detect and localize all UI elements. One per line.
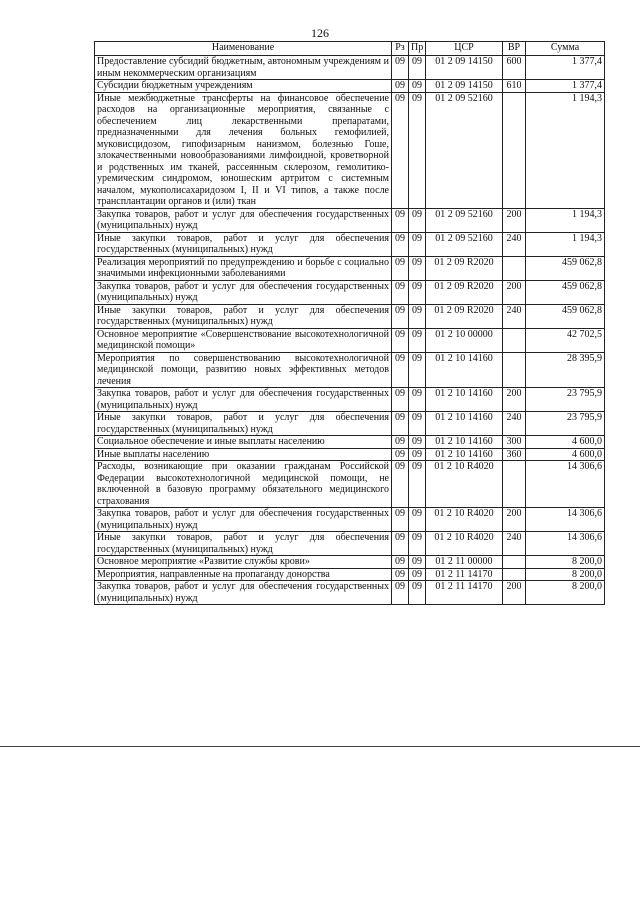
row-vr: 200: [503, 388, 526, 412]
table-row: [95, 304, 605, 328]
row-vr: [503, 256, 526, 280]
row-vr: 300: [503, 436, 526, 449]
row-pr: 09: [409, 304, 426, 328]
row-csr: 01 2 10 R4020: [426, 508, 503, 532]
budget-table: [94, 41, 605, 605]
header-sum: Сумма: [526, 42, 605, 56]
row-pr: 09: [409, 92, 426, 208]
table-row: [95, 532, 605, 556]
row-name: Иные закупки товаров, работ и услуг для обеспечения государственных (муниципальных) нужд: [95, 412, 392, 436]
page-divider: [0, 746, 640, 747]
row-rz: 09: [392, 556, 409, 569]
row-pr: 09: [409, 568, 426, 581]
row-name: Основное мероприятие «Развитие службы крови»: [95, 556, 392, 569]
row-sum: 1 377,4: [526, 56, 605, 80]
row-rz: 09: [392, 328, 409, 352]
table-row: [95, 448, 605, 461]
row-sum: 14 306,6: [526, 532, 605, 556]
table-row: [95, 256, 605, 280]
table-row: [95, 80, 605, 93]
table-row: [95, 232, 605, 256]
row-pr: 09: [409, 581, 426, 605]
row-rz: 09: [392, 208, 409, 232]
row-name: Иные межбюджетные трансферты на финансовое обеспечение расходов на организационные мероприятия, связанные с обеспечением лиц лекарственными препаратами, предназначенными для лечения больных гемофилией, муковисцидозом, гипофизарным нанизмом, болезнью Гоше, злокачественными новообразованиями лимфоидной, кроветворной и родственных им тканей, рассеянным склерозом, гемолитико-уремическим синдромом, юношеским артритом с системным началом, мукополисахаридозом I, II и VI типов, а также после трансплантации органов и (или) ткан: [95, 92, 392, 208]
row-csr: 01 2 10 14160: [426, 352, 503, 388]
row-csr: 01 2 09 R2020: [426, 304, 503, 328]
row-rz: 09: [392, 448, 409, 461]
row-csr: 01 2 11 00000: [426, 556, 503, 569]
row-rz: 09: [392, 461, 409, 508]
row-pr: 09: [409, 461, 426, 508]
row-csr: 01 2 10 14160: [426, 448, 503, 461]
row-name: Реализация мероприятий по предупреждению и борьбе с социально значимыми инфекционными заболеваниями: [95, 256, 392, 280]
row-pr: 09: [409, 412, 426, 436]
row-pr: 09: [409, 532, 426, 556]
table-row: [95, 352, 605, 388]
row-pr: 09: [409, 388, 426, 412]
header-rz: Рз: [392, 42, 409, 56]
row-csr: 01 2 10 00000: [426, 328, 503, 352]
row-pr: 09: [409, 556, 426, 569]
row-csr: 01 2 10 R4020: [426, 461, 503, 508]
row-vr: 240: [503, 532, 526, 556]
row-sum: 23 795,9: [526, 388, 605, 412]
row-rz: 09: [392, 280, 409, 304]
row-csr: 01 2 11 14170: [426, 568, 503, 581]
row-name: Иные выплаты населению: [95, 448, 392, 461]
row-pr: 09: [409, 208, 426, 232]
row-vr: 200: [503, 208, 526, 232]
row-rz: 09: [392, 352, 409, 388]
row-sum: 23 795,9: [526, 412, 605, 436]
row-sum: 8 200,0: [526, 568, 605, 581]
row-pr: 09: [409, 436, 426, 449]
row-vr: [503, 556, 526, 569]
row-csr: 01 2 10 14160: [426, 412, 503, 436]
table-row: [95, 412, 605, 436]
table-row: [95, 56, 605, 80]
row-name: Расходы, возникающие при оказании гражданам Российской Федерации высокотехнологичной медицинской помощи, не включенной в базовую программу обязательного медицинского страхования: [95, 461, 392, 508]
row-sum: 28 395,9: [526, 352, 605, 388]
row-rz: 09: [392, 232, 409, 256]
row-name: Закупка товаров, работ и услуг для обеспечения государственных (муниципальных) нужд: [95, 581, 392, 605]
row-rz: 09: [392, 532, 409, 556]
row-sum: 8 200,0: [526, 581, 605, 605]
row-name: Мероприятия по совершенствованию высокотехнологичной медицинской помощи, развитию новых эффективных методов лечения: [95, 352, 392, 388]
row-rz: 09: [392, 581, 409, 605]
row-pr: 09: [409, 256, 426, 280]
row-sum: 1 377,4: [526, 80, 605, 93]
header-csr: ЦСР: [426, 42, 503, 56]
row-vr: [503, 92, 526, 208]
row-pr: 09: [409, 508, 426, 532]
header-vr: ВР: [503, 42, 526, 56]
row-name: Закупка товаров, работ и услуг для обеспечения государственных (муниципальных) нужд: [95, 280, 392, 304]
header-name: Наименование: [95, 42, 392, 56]
row-vr: 610: [503, 80, 526, 93]
row-sum: 459 062,8: [526, 256, 605, 280]
row-vr: [503, 461, 526, 508]
row-sum: 1 194,3: [526, 232, 605, 256]
row-vr: 240: [503, 232, 526, 256]
row-sum: 459 062,8: [526, 304, 605, 328]
row-vr: 600: [503, 56, 526, 80]
row-vr: [503, 328, 526, 352]
table-row: [95, 208, 605, 232]
row-name: Иные закупки товаров, работ и услуг для обеспечения государственных (муниципальных) нужд: [95, 304, 392, 328]
row-name: Социальное обеспечение и иные выплаты населению: [95, 436, 392, 449]
row-csr: 01 2 10 14160: [426, 388, 503, 412]
row-rz: 09: [392, 256, 409, 280]
row-rz: 09: [392, 412, 409, 436]
table-row: [95, 388, 605, 412]
header-pr: Пр: [409, 42, 426, 56]
row-rz: 09: [392, 436, 409, 449]
row-name: Мероприятия, направленные на пропаганду донорства: [95, 568, 392, 581]
row-sum: 14 306,6: [526, 461, 605, 508]
row-vr: [503, 568, 526, 581]
row-sum: 459 062,8: [526, 280, 605, 304]
row-csr: 01 2 09 R2020: [426, 256, 503, 280]
row-pr: 09: [409, 56, 426, 80]
row-sum: 42 702,5: [526, 328, 605, 352]
row-name: Иные закупки товаров, работ и услуг для обеспечения государственных (муниципальных) нужд: [95, 532, 392, 556]
table-row: [95, 92, 605, 208]
row-pr: 09: [409, 280, 426, 304]
row-name: Закупка товаров, работ и услуг для обеспечения государственных (муниципальных) нужд: [95, 388, 392, 412]
row-sum: 1 194,3: [526, 92, 605, 208]
table-row: [95, 461, 605, 508]
row-sum: 8 200,0: [526, 556, 605, 569]
row-name: Закупка товаров, работ и услуг для обеспечения государственных (муниципальных) нужд: [95, 208, 392, 232]
table-row: [95, 581, 605, 605]
row-vr: 200: [503, 508, 526, 532]
row-rz: 09: [392, 508, 409, 532]
row-pr: 09: [409, 232, 426, 256]
row-rz: 09: [392, 92, 409, 208]
row-sum: 4 600,0: [526, 448, 605, 461]
row-name: Основное мероприятие «Совершенствование высокотехнологичной медицинской помощи»: [95, 328, 392, 352]
table-row: [95, 436, 605, 449]
table-row: [95, 508, 605, 532]
row-vr: 240: [503, 304, 526, 328]
row-rz: 09: [392, 388, 409, 412]
table-row: [95, 280, 605, 304]
row-sum: 14 306,6: [526, 508, 605, 532]
table-row: [95, 568, 605, 581]
table-header-row: [95, 42, 605, 56]
row-pr: 09: [409, 448, 426, 461]
row-vr: [503, 352, 526, 388]
row-name: Субсидии бюджетным учреждениям: [95, 80, 392, 93]
row-vr: 360: [503, 448, 526, 461]
row-pr: 09: [409, 328, 426, 352]
row-csr: 01 2 10 14160: [426, 436, 503, 449]
row-csr: 01 2 10 R4020: [426, 532, 503, 556]
row-name: Предоставление субсидий бюджетным, автономным учреждениям и иным некоммерческим организациям: [95, 56, 392, 80]
row-csr: 01 2 11 14170: [426, 581, 503, 605]
row-pr: 09: [409, 352, 426, 388]
row-csr: 01 2 09 52160: [426, 208, 503, 232]
row-rz: 09: [392, 304, 409, 328]
row-name: Закупка товаров, работ и услуг для обеспечения государственных (муниципальных) нужд: [95, 508, 392, 532]
row-sum: 4 600,0: [526, 436, 605, 449]
page-number: 126: [311, 26, 329, 40]
row-csr: 01 2 09 52160: [426, 92, 503, 208]
table-row: [95, 556, 605, 569]
row-rz: 09: [392, 80, 409, 93]
row-name: Иные закупки товаров, работ и услуг для обеспечения государственных (муниципальных) нужд: [95, 232, 392, 256]
row-vr: 240: [503, 412, 526, 436]
row-rz: 09: [392, 568, 409, 581]
row-csr: 01 2 09 R2020: [426, 280, 503, 304]
row-csr: 01 2 09 14150: [426, 80, 503, 93]
row-csr: 01 2 09 14150: [426, 56, 503, 80]
row-rz: 09: [392, 56, 409, 80]
row-sum: 1 194,3: [526, 208, 605, 232]
row-vr: 200: [503, 280, 526, 304]
row-vr: 200: [503, 581, 526, 605]
row-pr: 09: [409, 80, 426, 93]
table-row: [95, 328, 605, 352]
row-csr: 01 2 09 52160: [426, 232, 503, 256]
